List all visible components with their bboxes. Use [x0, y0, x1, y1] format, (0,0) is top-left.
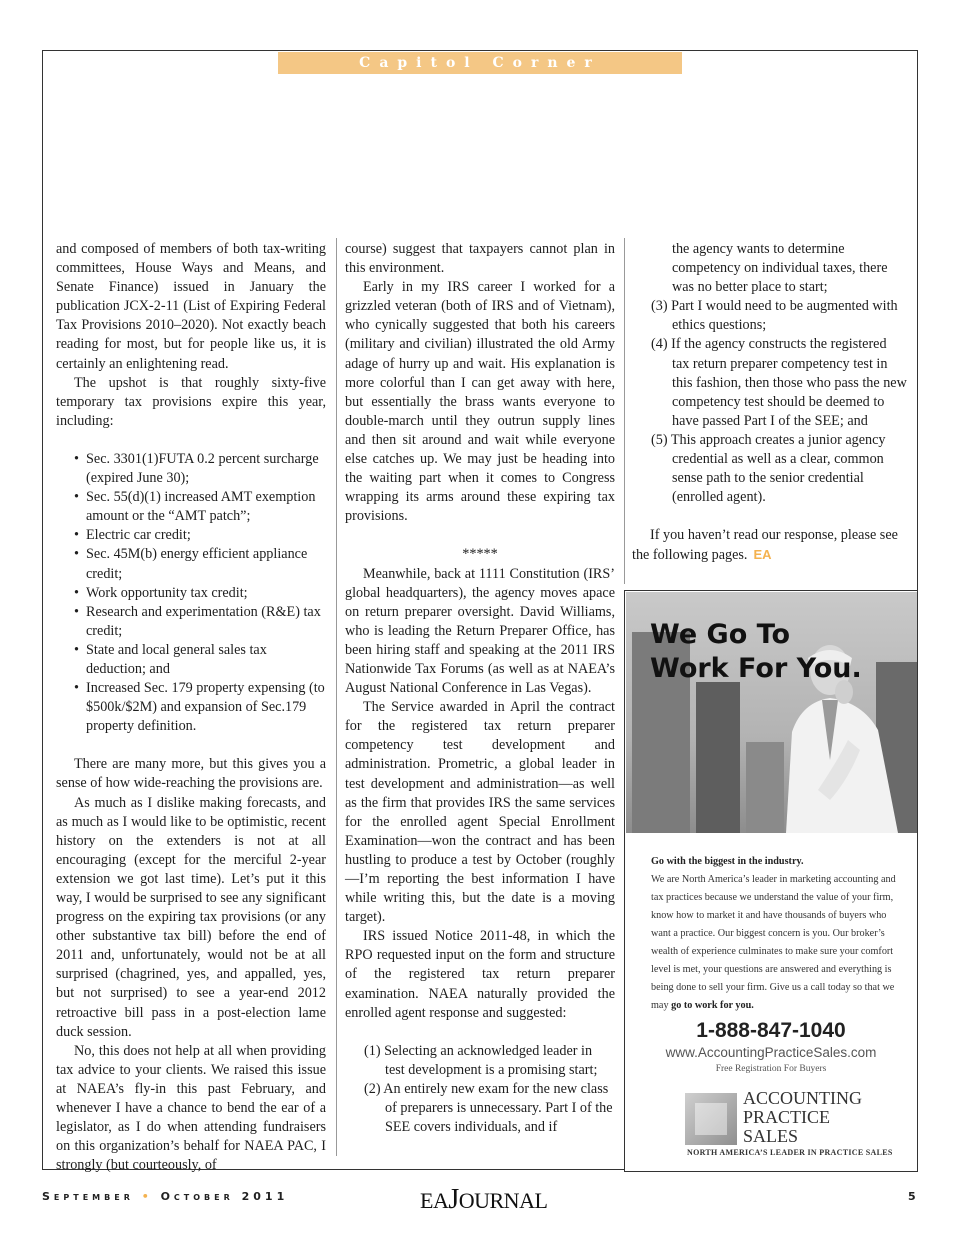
ad-cta: Give us a call today so that we may	[651, 982, 895, 1011]
section-break: *****	[462, 546, 498, 563]
ad-photo	[626, 592, 917, 833]
ad-phone[interactable]: 1-888-847-1040	[696, 1019, 846, 1042]
paragraph: The upshot is that roughly sixty-five temporary tax provisions expire this year, including:	[56, 374, 326, 429]
suggestions-list	[632, 297, 907, 507]
ad-body-text: We are North America’s leader in marketing accounting and tax practices because we understand the value of your firm, know how to market it and have thousands of buyers who want a practice. Our biggest concern is you. Our broker’s wealth of experience culminates to make sure your comfort level is met, your questions are answered and everything is being done to sell your firm.	[651, 874, 896, 993]
page-number: 5	[908, 1190, 916, 1203]
paragraph: and composed of members of both tax-writing committees, House Ways and Means, and Senate Finance) issued in January the publication JCX-2-11 (List of Expiring Federal Tax Provisions 2010–2020). Not exactly beach reading for most, but for people like us, it is certainly an enlightening read.	[56, 241, 326, 372]
list-item: (4) If the agency constructs the registered tax return preparer competency test in this fashion, then those who pass the new competency test should be deemed to have passed Part I of the SEE; and	[651, 336, 907, 429]
issue-date: September • October 2011	[42, 1190, 289, 1203]
section-banner: Capitol Corner	[278, 52, 682, 74]
ad-registration: Free Registration For Buyers	[715, 1064, 827, 1074]
ad-body	[651, 853, 907, 1015]
paragraph: IRS issued Notice 2011-48, in which the RPO requested input on the form and structure of the registered tax return preparer examination. NAEA naturally provided the enrolled agent response and suggested:	[345, 928, 615, 1021]
ad-lead: Go with the biggest in the industry.	[651, 856, 804, 867]
closing-text: If you haven’t read our response, please see the following pages.	[632, 527, 898, 564]
list-item: (1) Selecting an acknowledged leader in test development is a promising start;	[364, 1042, 598, 1078]
list-item: • Electric car credit;	[56, 526, 326, 545]
list-item: • Sec. 55(d)(1) increased AMT exemption amount or the “AMT patch”;	[56, 488, 326, 526]
advertisement[interactable]	[624, 590, 918, 1172]
list-item: • Increased Sec. 179 property expensing (to $500k/$2M) and expansion of Sec.179 property definition.	[56, 679, 326, 736]
column-rule	[624, 238, 625, 584]
column-1	[56, 240, 326, 1175]
aps-tagline: NORTH AMERICA’S LEADER IN PRACTICE SALES	[687, 1148, 893, 1157]
aps-logo-text: ACCOUNTING PRACTICE SALES	[743, 1088, 862, 1146]
expiring-provisions-list	[56, 450, 326, 736]
paragraph: course) suggest that taxpayers cannot plan in this environment.	[345, 241, 615, 277]
paragraph: Early in my IRS career I worked for a grizzled veteran (both of IRS and of Vietnam), who cynically suggested that both his careers (military and civilian) illustrated the old Army adage of hurry up and wait. His explanation is more colorful than I can get away with here, but essentially the brass wants everyone to double-march until they outrun supply lines and then sit around and wait while everyone else catches up. We may just be heading into the waiting part when it comes to Congress wrapping its arms around these expiring tax provisions.	[345, 279, 615, 525]
list-item-continued: the agency wants to determine competency on individual taxes, there was no better place to start;	[672, 241, 888, 296]
paragraph: No, this does not help at all when providing tax advice to your clients. We raised this issue at NAEA’s fly-in this past February, and whenever I have a chance to bend the ear of a legislator, as I do when attending fundraisers on this organization’s behalf for NAEA PAC, I strongly (but courteously, of	[56, 1042, 326, 1174]
list-item: • Work opportunity tax credit;	[56, 584, 326, 603]
aps-logo-mark	[685, 1093, 737, 1145]
list-item: • Research and experimentation (R&E) tax credit;	[56, 603, 326, 641]
column-2	[345, 240, 615, 1137]
paragraph: There are many more, but this gives you a sense of how wide-reaching the provisions are.	[56, 756, 326, 792]
list-item: (5) This approach creates a junior agency credential as well as a clear, common sense path to the senior credential (enrolled agent).	[651, 431, 886, 506]
suggestions-list	[345, 1042, 615, 1137]
paragraph: Meanwhile, back at 1111 Constitution (IRS’ global headquarters), the agency moves apace on return preparer oversight. David Williams, who is leading the Return Preparer Office, has been hiring staff and speaking at the 2011 IRS Nationwide Tax Forums (as well as at NAEA’s August National Conference in Las Vegas).	[345, 565, 615, 697]
ad-cta-bold: go to work for you.	[671, 1000, 754, 1011]
list-item: (3) Part I would need to be augmented with ethics questions;	[651, 298, 898, 334]
column-3	[632, 240, 907, 566]
journal-masthead: EAJOURNAL	[420, 1184, 548, 1215]
list-item: • State and local general sales tax deduction; and	[56, 641, 326, 679]
paragraph: The Service awarded in April the contract for the registered tax return preparer competency test development and administration. Prometric, a global leader in test development and administration—as well as the firm that provides IRS the same services for the enrolled agent Special Enrollment Examination—won the contract and has been hustling to produce a test by October (roughly—I’m reporting the best information I have while writing this, but the date is a moving target).	[345, 699, 615, 926]
column-rule	[336, 238, 337, 1156]
ad-url[interactable]: www.AccountingPracticeSales.com	[665, 1045, 877, 1060]
end-mark: EA	[753, 547, 772, 563]
list-item: • Sec. 45M(b) energy efficient appliance credit;	[56, 545, 326, 583]
list-item: (2) An entirely new exam for the new class of preparers is unnecessary. Part I of the SEE covers individuals, and if	[364, 1080, 613, 1136]
closing-paragraph	[632, 526, 907, 565]
paragraph: As much as I dislike making forecasts, and as much as I would like to be optimistic, recent history on the extenders is not at all encouraging (except for the merciful 2-year extension we got last time). Let’s put it this way, I would be surprised to see any significant progress on the expiring tax provisions (or any other substantive tax bill) before the end of 2011 and, unfortunately, would not be at all surprised (chagrined, yes, and appalled, yes, but not surprised) to see a year-end 2012 retroactive bill pass in a post-election lame duck session.	[56, 794, 326, 1040]
list-item: • Sec. 3301(1)FUTA 0.2 percent surcharge (expired June 30);	[56, 450, 326, 488]
ad-headline: We Go To Work For You.	[650, 619, 862, 684]
separator-dot: •	[141, 1190, 153, 1203]
